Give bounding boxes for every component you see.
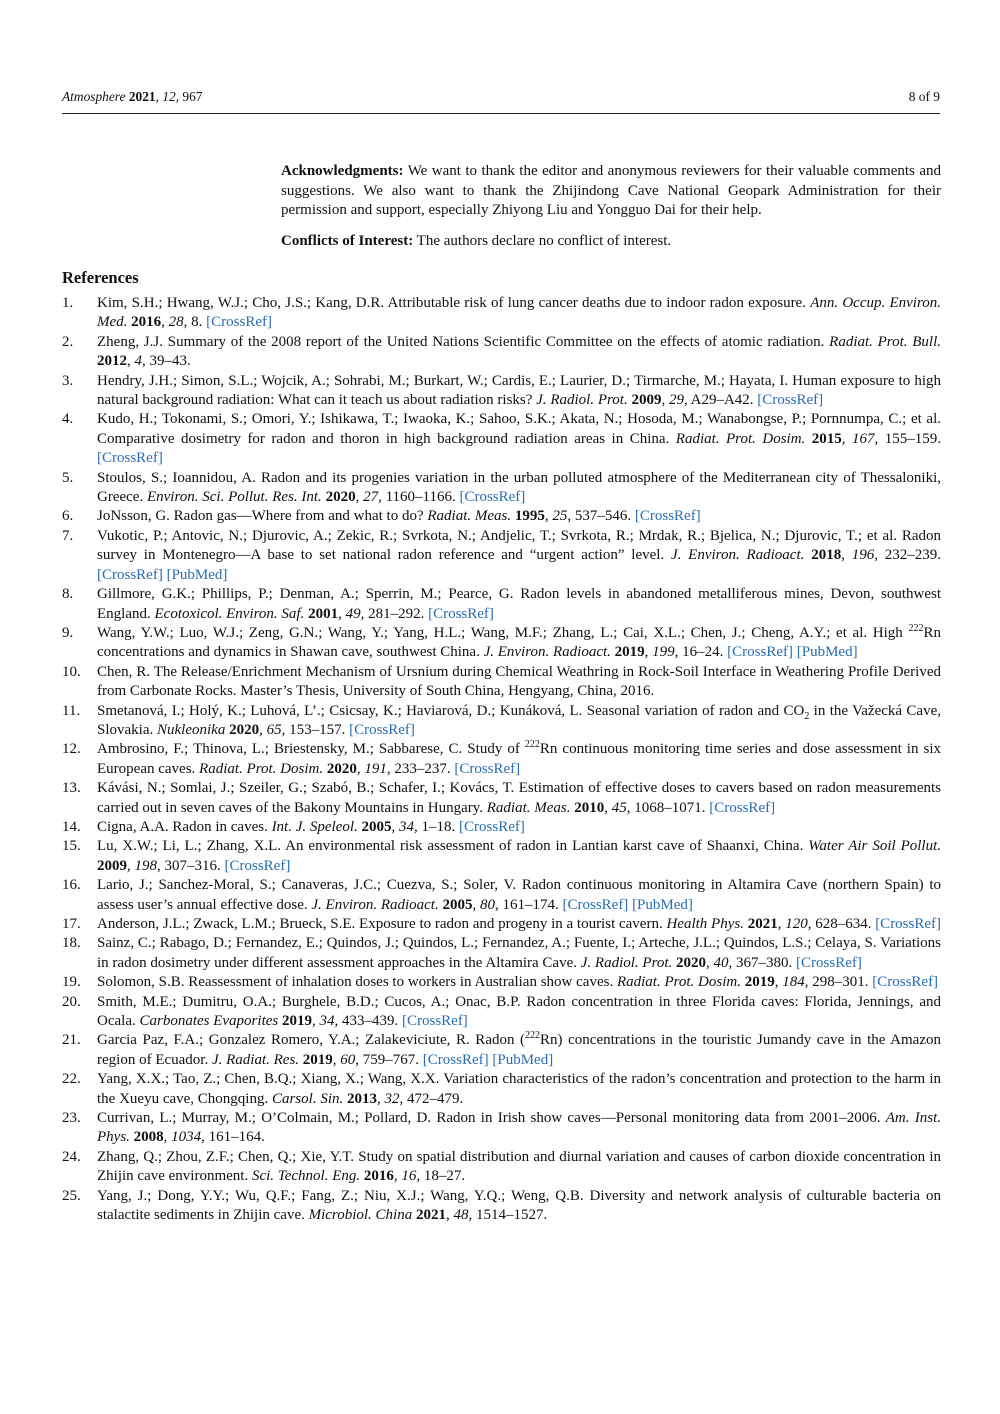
pubmed-link[interactable]: [PubMed]: [492, 1051, 554, 1068]
reference-pages: , 161–164.: [201, 1129, 265, 1146]
journal-citation: Atmosphere 2021, 12, 967: [62, 89, 203, 104]
pubmed-link[interactable]: [PubMed]: [166, 566, 228, 583]
reference-volume: 28: [168, 314, 184, 331]
reference-volume: 1034: [171, 1129, 202, 1146]
reference-pages: , A29–A42.: [683, 392, 758, 409]
crossref-link[interactable]: [CrossRef]: [634, 508, 701, 525]
reference-pages: , 39–43.: [142, 353, 191, 370]
reference-journal: Radiat. Prot. Dosim.: [199, 760, 324, 777]
reference-item: [62, 837, 941, 876]
reference-volume: 60: [340, 1051, 356, 1068]
crossref-link[interactable]: [CrossRef]: [709, 799, 776, 816]
acknowledgments-section: [281, 162, 941, 221]
reference-year: 2021: [747, 916, 778, 932]
reference-journal: Ecotoxicol. Environ. Saf.: [154, 605, 305, 622]
reference-text: Cigna, A.A. Radon in caves. Int. J. Speleol. 2005, 34, 1–18. [CrossRef]: [97, 818, 525, 835]
reference-title-cont: Rn) concentrations in the touristic Jumandy cave in the Amazon region of Ecuador.: [97, 1032, 941, 1068]
reference-text: Zheng, J.J. Summary of the 2008 report of the United Nations Scientific Committee on the effects of atomic radiation. Radiat. Prot. Bull. 2012, 4, 39–43.: [97, 333, 941, 370]
reference-volume: 80: [479, 896, 495, 913]
reference-journal: J. Radiat. Res.: [211, 1051, 300, 1068]
reference-year: 2021: [415, 1207, 446, 1224]
superscript: 222: [525, 1030, 541, 1042]
reference-year: 2008: [133, 1129, 164, 1146]
reference-journal: Carsol. Sin.: [271, 1090, 344, 1107]
reference-journal: Radiat. Prot. Bull.: [829, 333, 941, 350]
reference-authors-title: Kudo, H.; Tokonami, S.; Omori, Y.; Ishikawa, T.; Iwaoka, K.; Sahoo, S.K.; Akata, N.; Hosoda, M.; Wanabongse, P.; Pornnumpa, C.; et al. Comparative dosimetry for radon and thoron in high background radiation areas in China.: [97, 411, 941, 447]
reference-item: [62, 779, 941, 818]
crossref-link[interactable]: [CrossRef]: [349, 721, 415, 738]
reference-volume: 25: [552, 508, 568, 525]
reference-item: [62, 624, 941, 663]
reference-year: 2020: [326, 760, 357, 777]
reference-pages: , 1068–1071.: [626, 799, 710, 816]
reference-year: 2018: [811, 547, 842, 564]
reference-volume: 120: [785, 916, 808, 932]
reference-year: 2019: [302, 1051, 333, 1068]
reference-number: 23.: [62, 1110, 81, 1127]
crossref-link[interactable]: [CrossRef]: [454, 760, 521, 777]
reference-volume: 184: [782, 974, 805, 991]
reference-year: 2005: [361, 818, 392, 835]
reference-authors-title: Solomon, S.B. Reassessment of inhalation doses to workers in Australian show caves.: [97, 974, 617, 991]
reference-year: 2016: [363, 1168, 394, 1185]
crossref-link[interactable]: [CrossRef]: [459, 489, 526, 506]
reference-number: 4.: [62, 411, 74, 428]
reference-journal: Radiat. Meas.: [486, 799, 571, 816]
reference-authors-title: Stoulos, S.; Ioannidou, A. Radon and its progenies variation in the urban polluted atmosphere of the Mediterranean city of Thessaloniki, Greece.: [97, 469, 941, 506]
reference-authors-title: Smetanová, I.; Holý, K.; Luhová, L’.; Csicsay, K.; Haviarová, D.; Kunáková, L. Seasonal variation of radon and CO: [97, 702, 805, 719]
crossref-link[interactable]: [CrossRef]: [428, 605, 494, 622]
reference-journal: Radiat. Prot. Dosim.: [616, 974, 741, 991]
acknowledgments-label: Acknowledgments:: [281, 163, 404, 179]
crossref-link[interactable]: [CrossRef]: [727, 644, 793, 661]
reference-journal: Nukleonika: [157, 721, 226, 738]
reference-pages: , 367–380.: [728, 954, 797, 971]
reference-number: 8.: [62, 586, 74, 603]
reference-number: 20.: [62, 993, 81, 1010]
reference-authors-title: Gillmore, G.K.; Phillips, P.; Denman, A.; Sperrin, M.; Pearce, G. Radon levels in abandoned metalliferous mines, Devon, southwest England.: [97, 586, 941, 622]
reference-item: [62, 702, 941, 741]
reference-authors-title: Anderson, J.L.; Zwack, L.M.; Brueck, S.E. Exposure to radon and progeny in a tourist cavern.: [97, 916, 667, 932]
crossref-link[interactable]: [CrossRef]: [206, 314, 272, 331]
reference-volume: 45: [611, 799, 627, 816]
reference-year: 2001: [308, 605, 339, 622]
reference-year: 2020: [325, 489, 356, 506]
crossref-link[interactable]: [CrossRef]: [562, 896, 629, 913]
crossref-link[interactable]: [CrossRef]: [757, 392, 824, 409]
reference-pages: , 759–767.: [355, 1051, 423, 1068]
article-number: , 967: [175, 89, 203, 104]
reference-item: [62, 740, 941, 779]
reference-pages: , 1514–1527.: [468, 1207, 548, 1224]
reference-volume: 191: [364, 760, 387, 777]
crossref-link[interactable]: [CrossRef]: [459, 818, 525, 835]
reference-authors-title: Zheng, J.J. Summary of the 2008 report of the United Nations Scientific Committee on the effects of atomic radiation.: [97, 333, 830, 350]
reference-number: 5.: [62, 469, 74, 486]
pubmed-link[interactable]: [PubMed]: [796, 644, 858, 661]
header-rule: [62, 113, 940, 114]
reference-text: Kudo, H.; Tokonami, S.; Omori, Y.; Ishikawa, T.; Iwaoka, K.; Sahoo, S.K.; Akata, N.; Hosoda, M.; Wanabongse, P.; Pornnumpa, C.; et al. Comparative dosimetry for radon and thoron in high background radiation areas in China. Radiat. Prot. Dosim. 2015, 167, 155–159. [CrossRef]: [97, 411, 942, 467]
reference-authors-title: Lu, X.W.; Li, L.; Zhang, X.L. An environmental risk assessment of radon in Lantian karst cave of Shaanxi, China.: [97, 838, 809, 855]
reference-item: [62, 469, 941, 508]
reference-text: JoNsson, G. Radon gas—Where from and what to do? Radiat. Meas. 1995, 25, 537–546. [CrossRef]: [97, 508, 701, 525]
reference-text: Sainz, C.; Rabago, D.; Fernandez, E.; Quindos, J.; Quindos, L.; Fernandez, A.; Fuente, I.; Arteche, J.L.; Quindos, L.S.; Celaya, S. Variations in radon dosimetry under different assessment approaches in the Altamira Cave. J. Radiol. Prot. 2020, 40, 367–380. [CrossRef]: [97, 935, 941, 971]
reference-number: 21.: [62, 1032, 81, 1049]
reference-authors-title: Kim, S.H.; Hwang, W.J.; Cho, J.S.; Kang, D.R. Attributable risk of lung cancer deaths due to indoor radon exposure.: [97, 295, 811, 311]
reference-authors-title: Currivan, L.; Murray, M.; O’Colmain, M.; Pollard, D. Radon in Irish show caves—Personal monitoring data from 2001–2006.: [97, 1110, 886, 1127]
subscript: 2: [804, 710, 810, 722]
acknowledgments-text: We want to thank the editor and anonymous reviewers for their valuable comments and suggestions. We also want to thank the Zhijindong Cave National Geopark Administration for their permission and support, especially Zhiyong Liu and Yongguo Dai for their help.: [281, 163, 941, 218]
reference-text: Yang, J.; Dong, Y.Y.; Wu, Q.F.; Fang, Z.; Niu, X.J.; Wang, Y.Q.; Weng, Q.B. Diversity and network analysis of culturable bacteria on stalactite sediments in Zhijin cave. Microbiol. China 2021, 48, 1514–1527.: [97, 1187, 941, 1224]
reference-authors-title: Chen, R. The Release/Enrichment Mechanism of Ursnium during Chemical Weathring in Rock-Soil Interface in Weathering Profile Derived from Carbonate Rocks. Master’s Thesis, University of South China, Hengyang, China, 2016.: [97, 663, 941, 700]
journal-year: 2021: [128, 89, 156, 104]
reference-year: 2019: [281, 1013, 312, 1030]
reference-journal: J. Environ. Radioact.: [311, 896, 439, 913]
reference-authors-title: Ambrosino, F.; Thinova, L.; Briestensky, M.; Sabbarese, C. Study of: [97, 741, 525, 758]
reference-year: 1995: [514, 508, 545, 525]
reference-text: [97, 663, 941, 702]
reference-volume: 199: [652, 644, 675, 661]
reference-year: 2015: [811, 430, 842, 447]
reference-pages: , 298–301.: [804, 974, 873, 991]
reference-pages: , 8.: [183, 314, 207, 331]
reference-pages: , 232–239.: [874, 547, 942, 564]
reference-pages: , 1–18.: [414, 818, 460, 835]
reference-pages: , 16–24.: [674, 644, 728, 661]
reference-text: Lu, X.W.; Li, L.; Zhang, X.L. An environmental risk assessment of radon in Lantian karst cave of Shaanxi, China. Water Air Soil Pollut. 2009, 198, 307–316. [CrossRef]: [97, 838, 941, 874]
superscript: 222: [524, 739, 540, 751]
reference-text: Lario, J.; Sanchez-Moral, S.; Canaveras, J.C.; Cuezva, S.; Soler, V. Radon continuous monitoring in Altamira Cave (northern Spain) to assess user’s annual effective dose. J. Environ. Radioact. 2005, 80, 161–174. [CrossRef] [PubMed]: [97, 877, 941, 913]
reference-journal: Ann. Occup. Environ. Med.: [97, 295, 941, 331]
reference-authors-title: Hendry, J.H.; Simon, S.L.; Wojcik, A.; Sohrabi, M.; Burkart, W.; Cardis, E.; Laurier, D.; Tirmarche, M.; Hayata, I. Human exposure to high natural background radiation: What can it teach us about radiation risks?: [97, 372, 941, 409]
reference-text: Smetanová, I.; Holý, K.; Luhová, L’.; Csicsay, K.; Haviarová, D.; Kunáková, L. Seasonal variation of radon and $CO_2$ in the Važecká Cave, Slovakia. Nukleonika 2020, 65, 153–157. [CrossRef]: [97, 702, 941, 738]
reference-volume: 32: [384, 1090, 400, 1107]
reference-item: [62, 1070, 941, 1109]
reference-volume: 48: [453, 1207, 469, 1224]
reference-authors-title: Garcia Paz, F.A.; Gonzalez Romero, Y.A.; Zalakeviciute, R. Radon (: [97, 1032, 526, 1049]
reference-year: 2012: [97, 353, 127, 370]
reference-volume: 196: [851, 547, 875, 564]
reference-pages: , 153–157.: [281, 721, 350, 738]
reference-item: [62, 372, 941, 411]
reference-pages: , 155–159.: [874, 430, 942, 447]
reference-item: [62, 1109, 941, 1148]
reference-year: 2013: [346, 1090, 377, 1107]
reference-pages: , 472–479.: [399, 1090, 464, 1107]
reference-journal: Radiat. Meas.: [427, 508, 512, 525]
reference-number: 2.: [62, 333, 74, 350]
pubmed-link[interactable]: [PubMed]: [632, 896, 693, 913]
reference-number: 15.: [62, 838, 81, 855]
reference-text: Zhang, Q.; Zhou, Z.F.; Chen, Q.; Xie, Y.T. Study on spatial distribution and diurnal variation and causes of carbon dioxide concentration in Zhijin cave environment. Sci. Technol. Eng. 2016, 16, 18–27.: [97, 1148, 941, 1185]
reference-volume: 4: [134, 353, 142, 370]
reference-text: Vukotic, P.; Antovic, N.; Djurovic, A.; Zekic, R.; Svrkota, N.; Andjelic, T.; Svrkota, R.; Mrdak, R.; Bjelica, N.; Djurovic, T.; et al. Radon survey in Montenegro—A base to set national radon reference and “urgent action” level. J. Environ. Radioact. 2018, 196, 232–239. [CrossRef] [PubMed]: [97, 527, 942, 583]
reference-number: 9.: [62, 624, 74, 641]
reference-item: [62, 876, 941, 915]
reference-volume: 34: [319, 1013, 335, 1030]
reference-volume: 49: [345, 605, 361, 622]
reference-text: Garcia Paz, F.A.; Gonzalez Romero, Y.A.; Zalakeviciute, R. Radon ($^{222}$Rn) concentrations in the touristic Jumandy cave in the Amazon region of Ecuador. J. Radiat. Res. 2019, 60, 759–767. [CrossRef] [PubMed]: [97, 1030, 941, 1068]
reference-volume: 198: [134, 857, 157, 874]
reference-volume: 27: [363, 489, 379, 506]
reference-volume: 34: [399, 818, 415, 835]
reference-volume: 16: [401, 1168, 417, 1185]
reference-item: [62, 585, 941, 624]
reference-authors-title: Yang, J.; Dong, Y.Y.; Wu, Q.F.; Fang, Z.; Niu, X.J.; Wang, Y.Q.; Weng, Q.B. Diversity and network analysis of culturable bacteria on stalactite sediments in Zhijin cave.: [97, 1187, 941, 1224]
reference-text: Kim, S.H.; Hwang, W.J.; Cho, J.S.; Kang, D.R. Attributable risk of lung cancer deaths due to indoor radon exposure. Ann. Occup. Environ. Med. 2016, 28, 8. [CrossRef]: [97, 295, 941, 331]
reference-item: [62, 993, 941, 1032]
reference-number: 16.: [62, 877, 81, 894]
reference-journal: Health Phys.: [666, 916, 744, 932]
reference-item: [62, 333, 941, 372]
reference-item: [62, 527, 941, 585]
reference-text: Anderson, J.L.; Zwack, L.M.; Brueck, S.E. Exposure to radon and progeny in a tourist cavern. Health Phys. 2021, 120, 628–634. [CrossRef]: [97, 916, 942, 932]
reference-year: 2019: [614, 644, 645, 661]
reference-year: 2020: [676, 954, 707, 971]
reference-pages: , 307–316.: [157, 857, 225, 874]
reference-title-cont: in the Važecká Cave, Slovakia.: [97, 702, 941, 738]
reference-pages: , 1160–1166.: [378, 489, 460, 506]
reference-text: Solomon, S.B. Reassessment of inhalation doses to workers in Australian show caves. Radiat. Prot. Dosim. 2019, 184, 298–301. [CrossRef]: [97, 974, 939, 991]
reference-text: Hendry, J.H.; Simon, S.L.; Wojcik, A.; Sohrabi, M.; Burkart, W.; Cardis, E.; Laurier, D.; Tirmarche, M.; Hayata, I. Human exposure to high natural background radiation: What can it teach us about radiation risks? J. Radiol. Prot. 2009, 29, A29–A42. [CrossRef]: [97, 372, 941, 409]
reference-volume: 167: [852, 430, 875, 447]
reference-authors-title: Zhang, Q.; Zhou, Z.F.; Chen, Q.; Xie, Y.T. Study on spatial distribution and diurnal variation and causes of carbon dioxide concentration in Zhijin cave environment.: [97, 1148, 941, 1185]
reference-volume: 29: [668, 392, 684, 409]
superscript: 222: [908, 622, 924, 634]
reference-number: 24.: [62, 1148, 81, 1165]
reference-text: Yang, X.X.; Tao, Z.; Chen, B.Q.; Xiang, X.; Wang, X.X. Variation characteristics of the radon’s concentration and protection to the harm in the Xueyu cave, Chongqing. Carsol. Sin. 2013, 32, 472–479.: [97, 1071, 941, 1107]
reference-year: 2005: [442, 896, 473, 913]
reference-number: 25.: [62, 1187, 81, 1204]
reference-authors-title: Smith, M.E.; Dumitru, O.A.; Burghele, B.D.; Cucos, A.; Onac, B.P. Radon concentration in three Florida caves: Florida, Jennings, and Ocala.: [97, 993, 941, 1030]
crossref-link[interactable]: [CrossRef]: [224, 857, 291, 874]
crossref-link[interactable]: [CrossRef]: [422, 1051, 489, 1068]
reference-volume: 65: [266, 721, 282, 738]
reference-number: 11.: [62, 702, 81, 719]
conflicts-section: [281, 232, 941, 252]
reference-number: 10.: [62, 663, 81, 680]
reference-text: Currivan, L.; Murray, M.; O’Colmain, M.; Pollard, D. Radon in Irish show caves—Personal monitoring data from 2001–2006. Am. Inst. Phys. 2008, 1034, 161–164.: [97, 1110, 941, 1146]
reference-number: 22.: [62, 1071, 81, 1088]
reference-authors-title: Kávási, N.; Somlai, J.; Szeiler, G.; Szabó, B.; Schafer, I.; Kovács, T. Estimation of effective doses to cavers based on radon measurements carried out in seven caves of the Bakony Mountains in Hungary.: [97, 780, 941, 816]
reference-item: [62, 915, 941, 934]
reference-number: 3.: [62, 372, 74, 389]
reference-text: Gillmore, G.K.; Phillips, P.; Denman, A.; Sperrin, M.; Pearce, G. Radon levels in abandoned metalliferous mines, Devon, southwest England. Ecotoxicol. Environ. Saf. 2001, 49, 281–292. [CrossRef]: [97, 586, 941, 622]
references-list: [62, 294, 941, 1226]
reference-item: [62, 507, 941, 526]
conflicts-text: The authors declare no conflict of interest.: [413, 233, 672, 249]
reference-journal: J. Radiol. Prot.: [536, 392, 628, 409]
reference-number: 19.: [62, 974, 81, 991]
journal-name: Atmosphere: [62, 89, 126, 104]
journal-volume: 12: [162, 89, 176, 104]
reference-journal: Carbonates Evaporites: [139, 1013, 279, 1030]
reference-item: [62, 1148, 941, 1187]
crossref-link[interactable]: [CrossRef]: [97, 450, 163, 467]
reference-text: Ambrosino, F.; Thinova, L.; Briestensky, M.; Sabbarese, C. Study of $^{222}$Rn continuous monitoring time series and dose assessment in six European caves. Radiat. Prot. Dosim. 2020, 191, 233–237. [CrossRef]: [97, 739, 942, 777]
reference-pages: , 161–174.: [494, 896, 563, 913]
reference-pages: , 18–27.: [416, 1168, 466, 1185]
reference-title-cont: Rn concentrations and dynamics in Shawan cave, southwest China.: [97, 624, 941, 661]
crossref-link[interactable]: [CrossRef]: [401, 1013, 468, 1030]
reference-authors-title: Sainz, C.; Rabago, D.; Fernandez, E.; Quindos, J.; Quindos, L.; Fernandez, A.; Fuente, I.; Arteche, J.L.; Quindos, L.S.; Celaya, S. Variations in radon dosimetry under different assessment approaches in the Altamira Cave.: [97, 935, 941, 971]
reference-authors-title: Cigna, A.A. Radon in caves.: [97, 818, 272, 835]
reference-journal: Microbiol. China: [308, 1207, 413, 1224]
reference-item: [62, 1031, 941, 1070]
reference-number: 13.: [62, 780, 81, 797]
reference-year: 2009: [97, 857, 127, 874]
reference-year: 2019: [744, 974, 775, 991]
reference-journal: Int. J. Speleol.: [271, 818, 358, 835]
reference-pages: , 537–546.: [567, 508, 635, 525]
reference-journal: Am. Inst. Phys.: [97, 1110, 941, 1146]
reference-text: Kávási, N.; Somlai, J.; Szeiler, G.; Szabó, B.; Schafer, I.; Kovács, T. Estimation of effective doses to cavers based on radon measurements carried out in seven caves of the Bakony Mountains in Hungary. Radiat. Meas. 2010, 45, 1068–1071. [CrossRef]: [97, 780, 941, 816]
reference-journal: J. Environ. Radioact.: [483, 644, 611, 661]
reference-journal: Water Air Soil Pollut.: [808, 838, 941, 855]
reference-number: 18.: [62, 935, 81, 952]
reference-number: 17.: [62, 916, 81, 932]
reference-year: 2016: [131, 314, 162, 331]
reference-item: [62, 294, 941, 333]
reference-item: [62, 1187, 941, 1226]
reference-journal: Sci. Technol. Eng.: [251, 1168, 361, 1185]
reference-pages: , 628–634.: [807, 916, 876, 932]
reference-pages: , 281–292.: [360, 605, 429, 622]
reference-item: [62, 818, 941, 837]
crossref-link[interactable]: [CrossRef]: [97, 566, 163, 583]
crossref-link[interactable]: [CrossRef]: [796, 954, 862, 971]
reference-item: [62, 410, 941, 468]
conflicts-label: Conflicts of Interest:: [281, 233, 414, 249]
page-number: 8 of 9: [908, 89, 940, 104]
reference-journal: Radiat. Prot. Dosim.: [675, 430, 806, 447]
reference-journal: Environ. Sci. Pollut. Res. Int.: [146, 489, 322, 506]
reference-journal: J. Radiol. Prot.: [580, 954, 673, 971]
reference-item: [62, 663, 941, 702]
crossref-link[interactable]: [CrossRef]: [872, 974, 939, 991]
reference-item: [62, 934, 941, 973]
reference-year: 2020: [229, 721, 260, 738]
reference-pages: , 433–439.: [334, 1013, 402, 1030]
reference-authors-title: JoNsson, G. Radon gas—Where from and what to do?: [97, 508, 428, 525]
reference-number: 1.: [62, 295, 74, 311]
reference-pages: , 233–237.: [386, 760, 455, 777]
reference-title-cont: Rn continuous monitoring time series and dose assessment in six European caves.: [97, 741, 942, 777]
reference-authors-title: Yang, X.X.; Tao, Z.; Chen, B.Q.; Xiang, X.; Wang, X.X. Variation characteristics of the radon’s concentration and protection to the harm in the Xueyu cave, Chongqing.: [97, 1071, 941, 1107]
reference-text: Wang, Y.W.; Luo, W.J.; Zeng, G.N.; Wang, Y.; Yang, H.L.; Wang, M.F.; Zhang, L.; Cai, X.L.; Chen, J.; Cheng, A.Y.; et al. High $^{222}$Rn concentrations and dynamics in Shawan cave, southwest China. J. Environ. Radioact. 2019, 199, 16–24. [CrossRef] [PubMed]: [97, 622, 941, 661]
reference-authors-title: Wang, Y.W.; Luo, W.J.; Zeng, G.N.; Wang, Y.; Yang, H.L.; Wang, M.F.; Zhang, L.; Cai, X.L.; Chen, J.; Cheng, A.Y.; et al. High: [97, 624, 909, 641]
reference-number: 6.: [62, 508, 74, 525]
reference-volume: 40: [713, 954, 729, 971]
reference-number: 12.: [62, 741, 81, 758]
reference-authors-title: Vukotic, P.; Antovic, N.; Djurovic, A.; Zekic, R.; Svrkota, N.; Andjelic, T.; Svrkota, R.; Mrdak, R.; Bjelica, N.; Djurovic, T.; et al. Radon survey in Montenegro—A base to set national radon reference and “urgent action” level.: [97, 527, 941, 564]
reference-number: 14.: [62, 818, 81, 835]
reference-number: 7.: [62, 527, 74, 544]
reference-text: Stoulos, S.; Ioannidou, A. Radon and its progenies variation in the urban polluted atmosphere of the Mediterranean city of Thessaloniki, Greece. Environ. Sci. Pollut. Res. Int. 2020, 27, 1160–1166. [CrossRef]: [97, 469, 941, 506]
reference-item: [62, 973, 941, 992]
reference-authors-title: Lario, J.; Sanchez-Moral, S.; Canaveras, J.C.; Cuezva, S.; Soler, V. Radon continuous monitoring in Altamira Cave (northern Spain) to assess user’s annual effective dose.: [97, 877, 941, 913]
reference-year: 2009: [631, 392, 662, 409]
references-heading: References: [62, 268, 139, 287]
reference-text: Smith, M.E.; Dumitru, O.A.; Burghele, B.D.; Cucos, A.; Onac, B.P. Radon concentration in three Florida caves: Florida, Jennings, and Ocala. Carbonates Evaporites 2019, 34, 433–439. [CrossRef]: [97, 993, 941, 1030]
reference-year: 2010: [574, 799, 605, 816]
crossref-link[interactable]: [CrossRef]: [875, 916, 942, 932]
reference-journal: J. Environ. Radioact.: [670, 547, 805, 564]
